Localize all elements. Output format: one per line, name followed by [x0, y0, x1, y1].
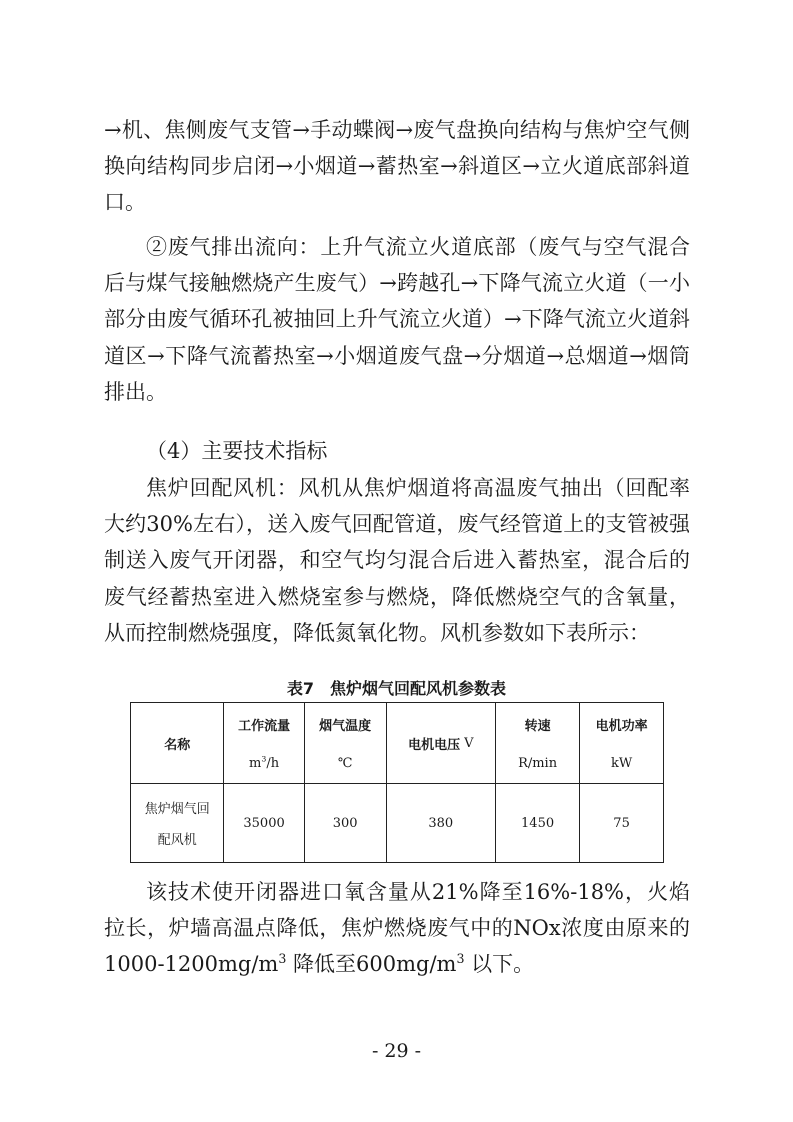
fan-parameters-table	[130, 702, 664, 863]
header-speed: 转速 R/min	[496, 703, 580, 784]
cell-temperature: 300	[304, 784, 386, 863]
section-heading-key-indicators: （4）主要技术指标	[146, 439, 328, 463]
header-name: 名称	[131, 703, 224, 784]
cell-speed: 1450	[496, 784, 580, 863]
table-header-row	[131, 703, 664, 784]
header-flow: 工作流量 $m^3/h$	[224, 703, 304, 784]
table-caption: 表7 焦炉烟气回配风机参数表	[286, 679, 507, 698]
header-temperature: 烟气温度 ℃	[304, 703, 386, 784]
cell-flow: 35000	[224, 784, 304, 863]
paragraph-recirculation-fan: 焦炉回配风机：风机从焦炉烟道将高温废气抽出（回配率大约30%左右），送入废气回配管道，废气经管道上的支管被强制送入废气开闭器，和空气均匀混合后进入蓄热室，混合后的废气经蓄热室进入燃烧室参与燃烧，降低燃烧空气的含氧量，从而控制燃烧强度，降低氮氧化物。风机参数如下表所示：	[104, 476, 690, 645]
header-power: 电机功率 kW	[580, 703, 664, 784]
paragraph-exhaust-flow: ②废气排出流向：上升气流立火道底部（废气与空气混合后与煤气接触燃烧产生废气）→跨越孔→下降气流立火道（一小部分由废气循环孔被抽回上升气流立火道）→下降气流立火道斜道区→下降气流蓄热室→小烟道废气盘→分烟道→总烟道→烟筒排出。	[104, 235, 690, 404]
cell-name: 焦炉烟气回 配风机	[131, 784, 224, 863]
paragraph-technology-result: 该技术使开闭器进口氧含量从21%降至16%-18%，火焰拉长，炉墙高温点降低，焦炉燃烧废气中的NOx浓度由原来的$1000-1200mg/m^3$ 降低至$600mg/m^3$ 以下。	[104, 880, 690, 977]
cell-power: 75	[580, 784, 664, 863]
table-row	[131, 784, 664, 863]
page-number: - 29 -	[371, 1040, 422, 1062]
paragraph-airflow-intake: →机、焦侧废气支管→手动蝶阀→废气盘换向结构与焦炉空气侧换向结构同步启闭→小烟道→蓄热室→斜道区→立火道底部斜道口。	[104, 118, 690, 215]
cell-voltage: 380	[386, 784, 495, 863]
header-voltage: 电机电压 V	[386, 703, 495, 784]
